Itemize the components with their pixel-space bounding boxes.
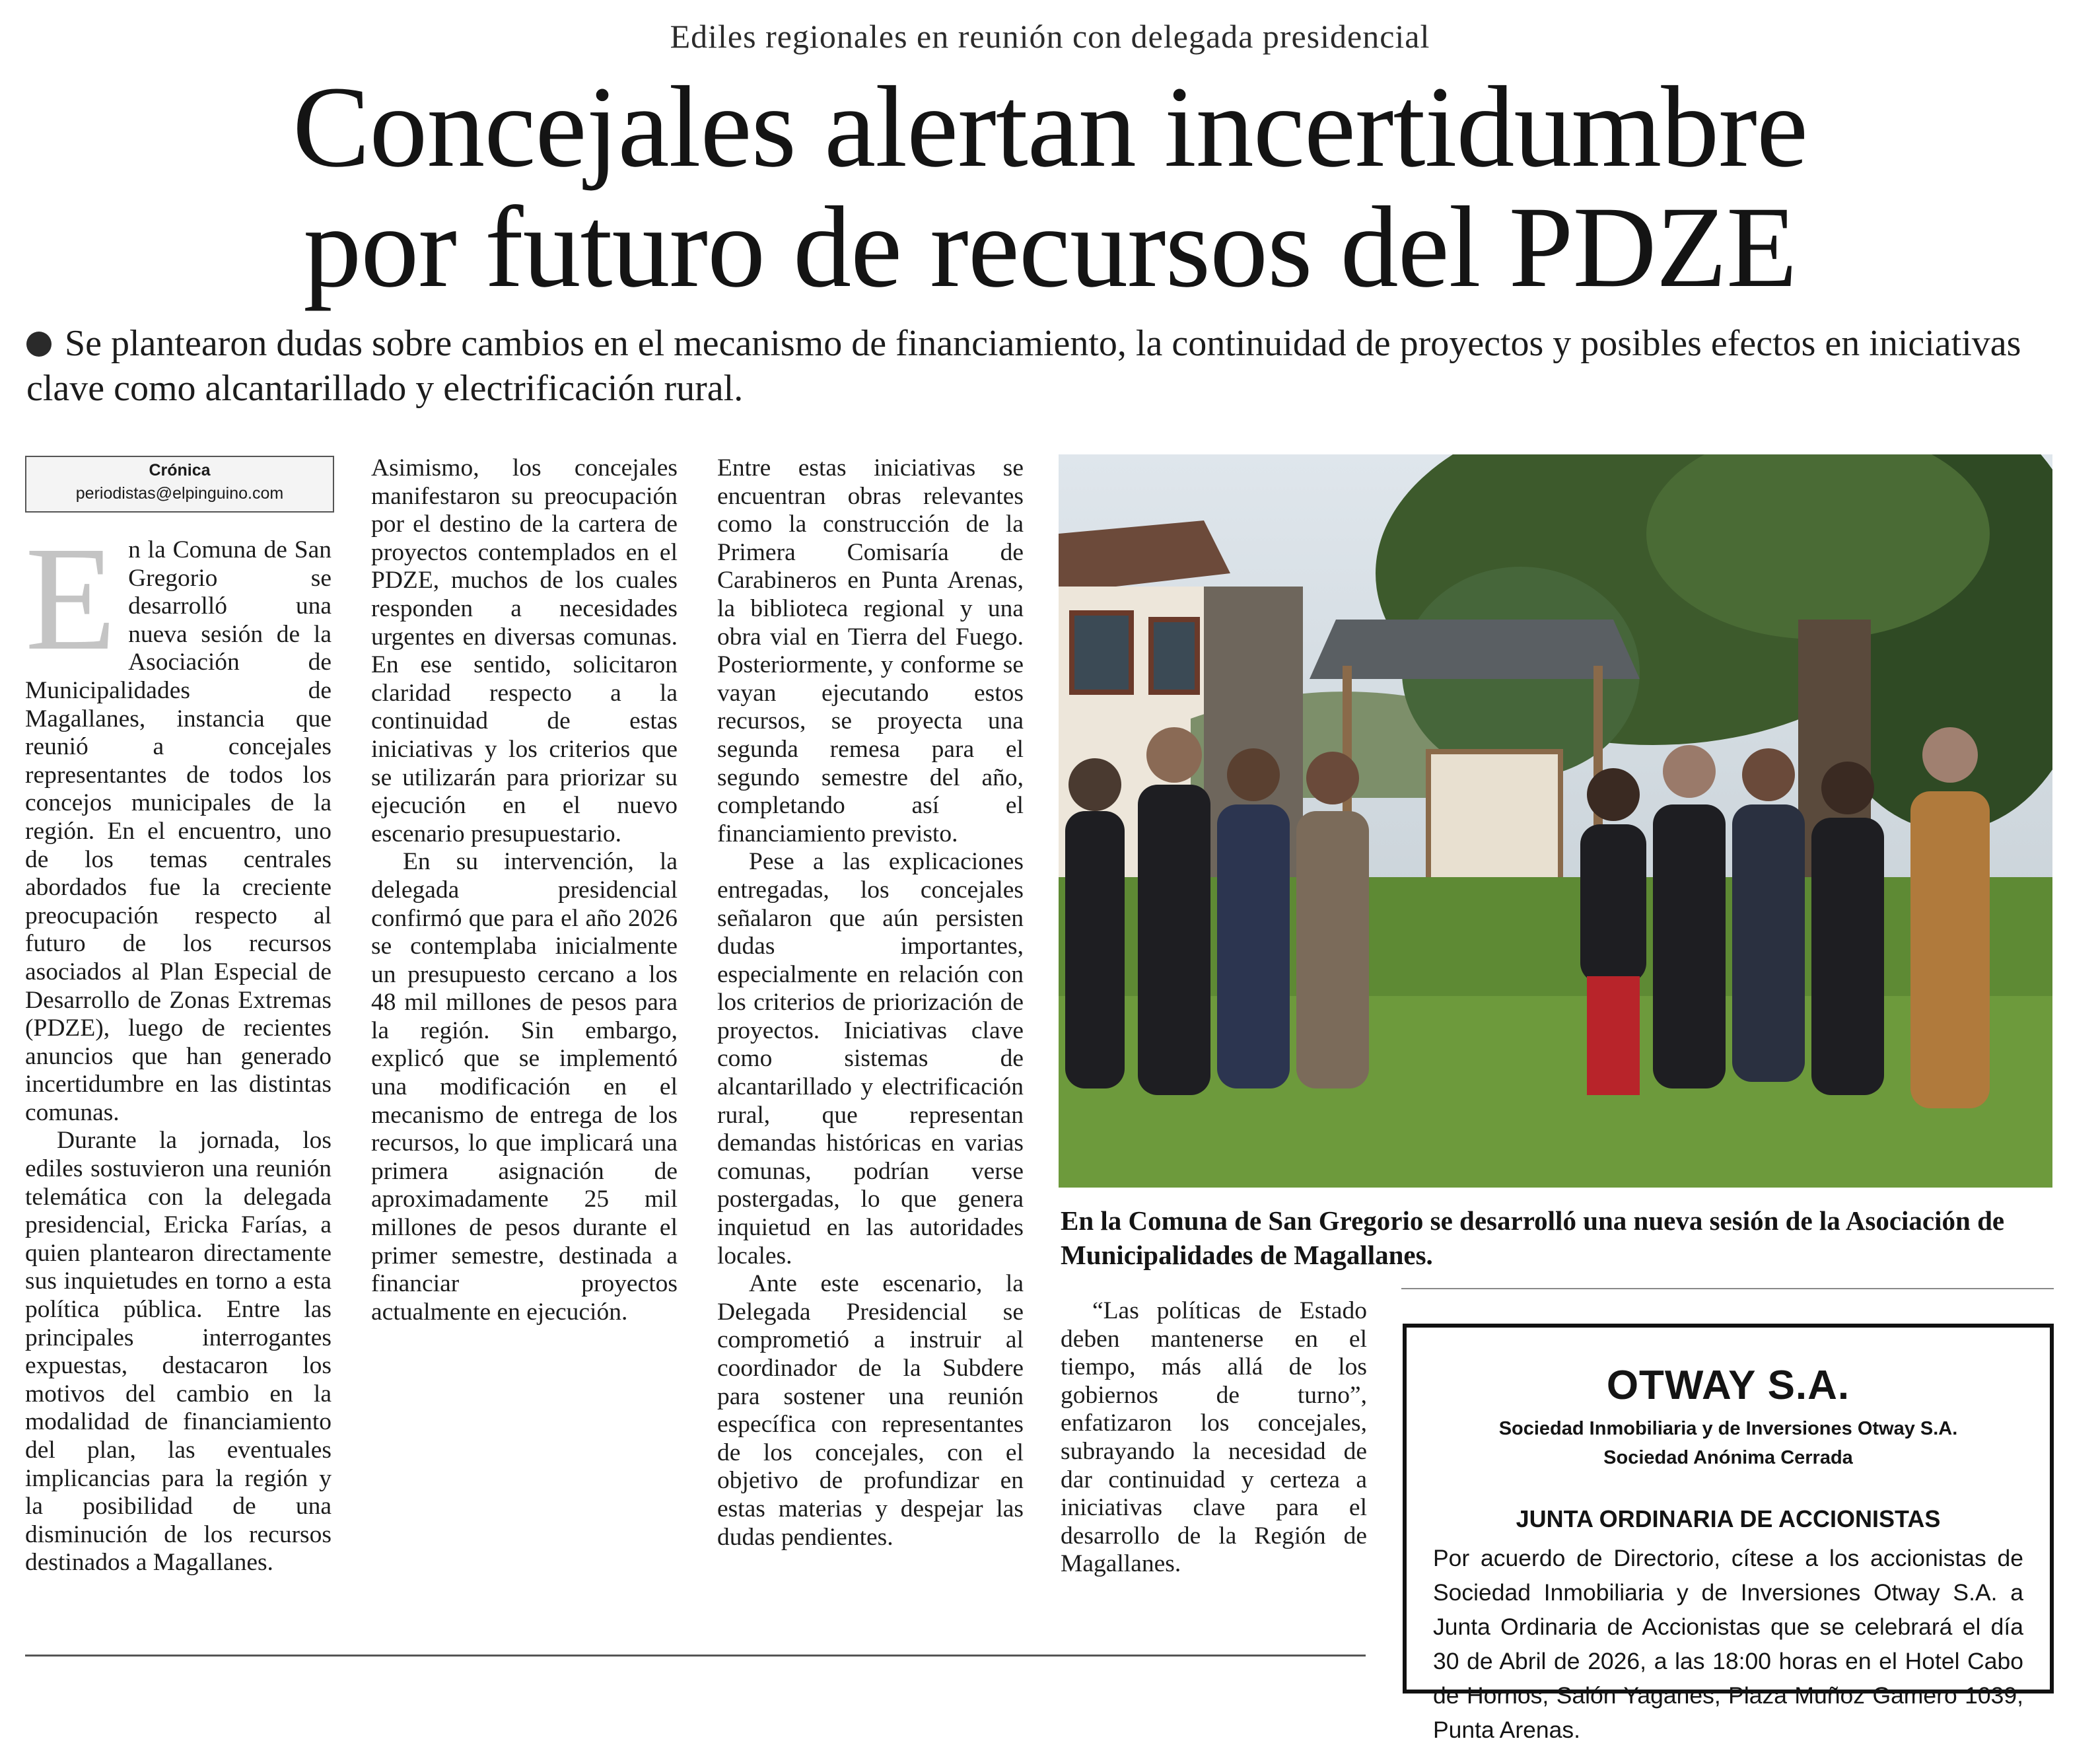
headline-line-2: por futuro de recursos del PDZE (303, 183, 1797, 312)
article-column-2 (371, 454, 678, 1326)
paragraph-7: Ante este escenario, la Delegada Presidencial se comprometió a instruir al coordinador de la Subdere para sostener una reunión específica con representantes de los concejales, con el objetivo de profundizar en estas materias y despejar las dudas pendientes. (717, 1270, 1024, 1551)
divider-bottom (25, 1655, 1366, 1657)
paragraph-3: Asimismo, los concejales manifestaron su preocupación por el destino de la cartera de proyectos contemplados en el PDZE, muchos de los cuales responden a necesidades urgentes en diversas comunas. En ese sentido, solicitaron claridad respecto a la continuidad de estas iniciativas y los criterios que se utilizarán para priorizar su ejecución en el nuevo escenario presupuestario. (371, 454, 678, 847)
ad-title: OTWAY S.A. (1606, 1363, 1850, 1408)
section-label: Crónica (149, 461, 211, 480)
headline-line-1: Concejales alertan incertidumbre (292, 63, 1808, 192)
ad-subtitle-1: Sociedad Inmobiliaria y de Inversiones Otway S.A. (1498, 1418, 1958, 1439)
group-photo-illustration (1059, 454, 2052, 1188)
article-column-1 (25, 516, 332, 1577)
ad-heading: JUNTA ORDINARIA DE ACCIONISTAS (1516, 1505, 1941, 1532)
article-column-4 (1061, 1297, 1367, 1579)
divider-right (1401, 1288, 2054, 1289)
otway-notice-ad (1403, 1324, 2054, 1743)
ad-subtitle (1407, 1414, 2050, 1472)
paragraph-4: En su intervención, la delegada presidencial confirmó que para el año 2026 se contemplaba inicialmente un presupuesto cercano a los 48 mil millones de pesos para la región. Sin embargo, explicó que se implementó una modificación en el mecanismo de entrega de los recursos, lo que implicará una primera asignación de aproximadamente 25 mil millones de pesos durante el primer semestre, destinada a financiar proyectos actualmente en ejecución. (371, 848, 678, 1326)
byline-email: periodistas@elpinguino.com (75, 484, 284, 503)
paragraph-2: Durante la jornada, los ediles sostuvieron una reunión telemática con la delegada presidencial, Ericka Farías, a quien plantearon directamente sus inquietudes en torno a esta política pública. Entre las principales interrogantes expuestas, destacaron los motivos del cambio en la modalidad de financiamiento del plan, las eventuales implicancias para la región y la posibilidad de una disminución de los recursos destinados a Magallanes. (25, 1127, 332, 1577)
paragraph-5: Entre estas iniciativas se encuentran obras relevantes como la construcción de la Primera Comisaría de Carabineros en Punta Arenas, la biblioteca regional y una obra vial en Tierra del Fuego. Posteriormente, y conforme se vayan ejecutando estos recursos, se proyecta una segunda remesa para el segundo semestre del año, completando así el financiamiento previsto. (717, 454, 1024, 847)
article-column-3 (717, 454, 1024, 1551)
article-photo (1059, 454, 2052, 1188)
paragraph-6: Pese a las explicaciones entregadas, los concejales señalaron que aún persisten dudas importantes, especialmente en relación con los criterios de priorización de proyectos. Iniciativas clave como sistemas de alcantarillado y electrificación rural, que representan demandas históricas en varias comunas, podrían verse postergadas, lo que genera inquietud en las autoridades locales. (717, 848, 1024, 1269)
ad-subtitle-2: Sociedad Anónima Cerrada (1603, 1447, 1853, 1468)
paragraph-1 (25, 516, 332, 1127)
ad-body: Por acuerdo de Directorio, cítese a los accionistas de Sociedad Inmobiliaria y de Inversiones Otway S.A. a Junta Ordinaria de Accionistas que se celebrará el día 30 de Abril de 2026, a las 18:00 horas en el Hotel Cabo de Hornos, Salón Yaganes, Plaza Muñoz Gamero 1039, Punta Arenas. (1433, 1545, 2023, 1743)
drop-cap: E (25, 516, 117, 681)
bullet-icon (26, 332, 52, 357)
lead-paragraph (26, 321, 2074, 411)
headline (0, 63, 2100, 312)
byline-box (25, 456, 334, 513)
kicker: Ediles regionales en reunión con delegada presidencial (670, 18, 1430, 55)
paragraph-1-text: n la Comuna de San Gregorio se desarrolló una nueva sesión de la Asociación de Municipalidades de Magallanes, instancia que reunió a concejales representantes de todos los concejos municipales de la región. En el encuentro, uno de los temas centrales abordados fue la creciente preocupación respecto al futuro de los recursos asociados al Plan Especial de Desarrollo de Zonas Extremas (PDZE), luego de recientes anuncios que han generado incertidumbre en las distintas comunas. (25, 536, 332, 1126)
lead-text: Se plantearon dudas sobre cambios en el mecanismo de financiamiento, la continuidad de proyectos y posibles efectos en iniciativas clave como alcantarillado y electrificación rural. (26, 323, 2021, 409)
photo-caption: En la Comuna de San Gregorio se desarrolló una nueva sesión de la Asociación de Municipalidades de Magallanes. (1061, 1205, 2005, 1270)
paragraph-8: “Las políticas de Estado deben mantenerse en el tiempo, más allá de los gobiernos de turno”, enfatizaron los concejales, subrayando la necesidad de dar continuidad y certeza a iniciativas clave para el desarrollo de la Región de Magallanes. (1061, 1297, 1367, 1578)
